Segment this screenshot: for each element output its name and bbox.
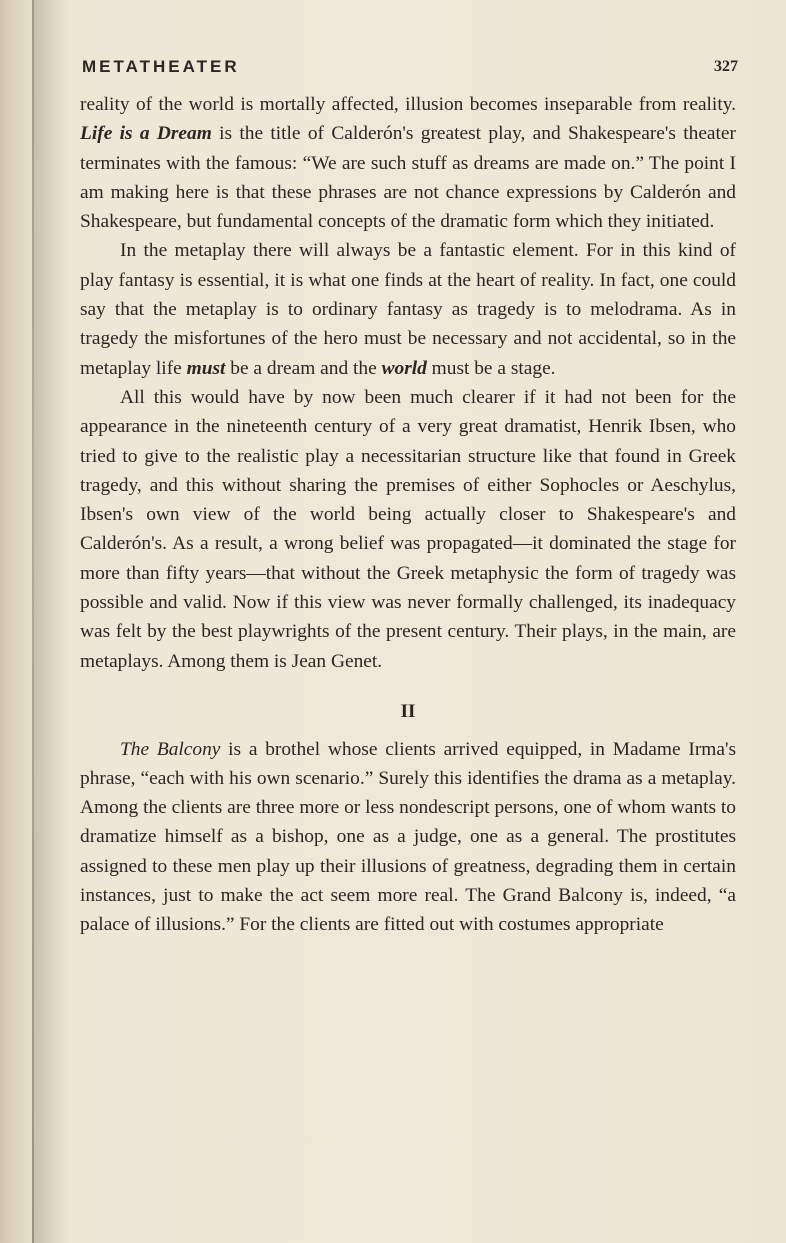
emphasis-must: must	[186, 357, 226, 379]
paragraph-1-text-c: is the title of Calderón's greatest play, and Shakespeare's theater terminates with the famous: “We are such stuff as dreams are made on.” The point I am making here is that these phrases are not chance expressions by Calderón and Shakespeare, but fundamental concepts of the dramatic form which they initiated.	[80, 123, 736, 233]
paragraph-4	[80, 735, 736, 940]
page-number: 327	[714, 58, 738, 75]
running-head	[82, 57, 738, 81]
play-title-the-balcony: The Balcony	[120, 738, 221, 760]
body-text	[80, 90, 736, 940]
emphasis-world: world	[381, 357, 427, 379]
play-title-life-is-a-dream: Life is a Dream	[80, 123, 212, 145]
paragraph-2-text-e: must be a stage.	[426, 357, 556, 379]
paragraph-2-text-a: In the metaplay there will always be a fantastic element. For in this kind of play fantasy is essential, it is what one finds at the heart of reality. In fact, one could say that the metaplay is to ordinary fantasy as tragedy is to melodrama. As in tragedy the misfortunes of the hero must be necessary and not accidental, so in the metaplay life	[80, 240, 736, 379]
gutter-shadow	[34, 0, 70, 1243]
paragraph-2	[80, 236, 736, 382]
paragraph-4-text-b: is a brothel whose clients arrived equipped, in Madame Irma's phrase, “each with his own scenario.” Surely this identifies the drama as a metaplay. Among the clients are three more or less nondescript persons, one of whom wants to dramatize himself as a bishop, one as a judge, one as a general. The prostitutes assigned to these men play up their illusions of greatness, degrading them in certain instances, just to make the act seem more real. The Grand Balcony is, indeed, “a palace of illusions.” For the clients are fitted out with costumes appropriate	[80, 738, 737, 936]
running-title: METATHEATER	[82, 57, 240, 76]
paragraph-1	[80, 90, 736, 236]
section-heading: II	[400, 700, 416, 722]
paragraph-3: All this would have by now been much clearer if it had not been for the appearance in the nineteenth century of a very great dramatist, Henrik Ibsen, who tried to give to the realistic play a necessitarian structure like that found in Greek tragedy, and this without sharing the premises of either Sophocles or Aeschylus, Ibsen's own view of the world being actually closer to Shakespeare's and Calderón's. As a result, a wrong belief was propagated—it dominated the stage for more than fifty years—that without the Greek metaphysic the form of tragedy was possible and valid. Now if this view was never formally challenged, its inadequacy was felt by the best playwrights of the present century. Their plays, in the main, are metaplays. Among them is Jean Genet.	[80, 386, 736, 672]
paragraph-2-text-c: be a dream and the	[225, 357, 382, 379]
paragraph-1-text-a: reality of the world is mortally affected, illusion becomes inseparable from reality.	[80, 94, 736, 115]
